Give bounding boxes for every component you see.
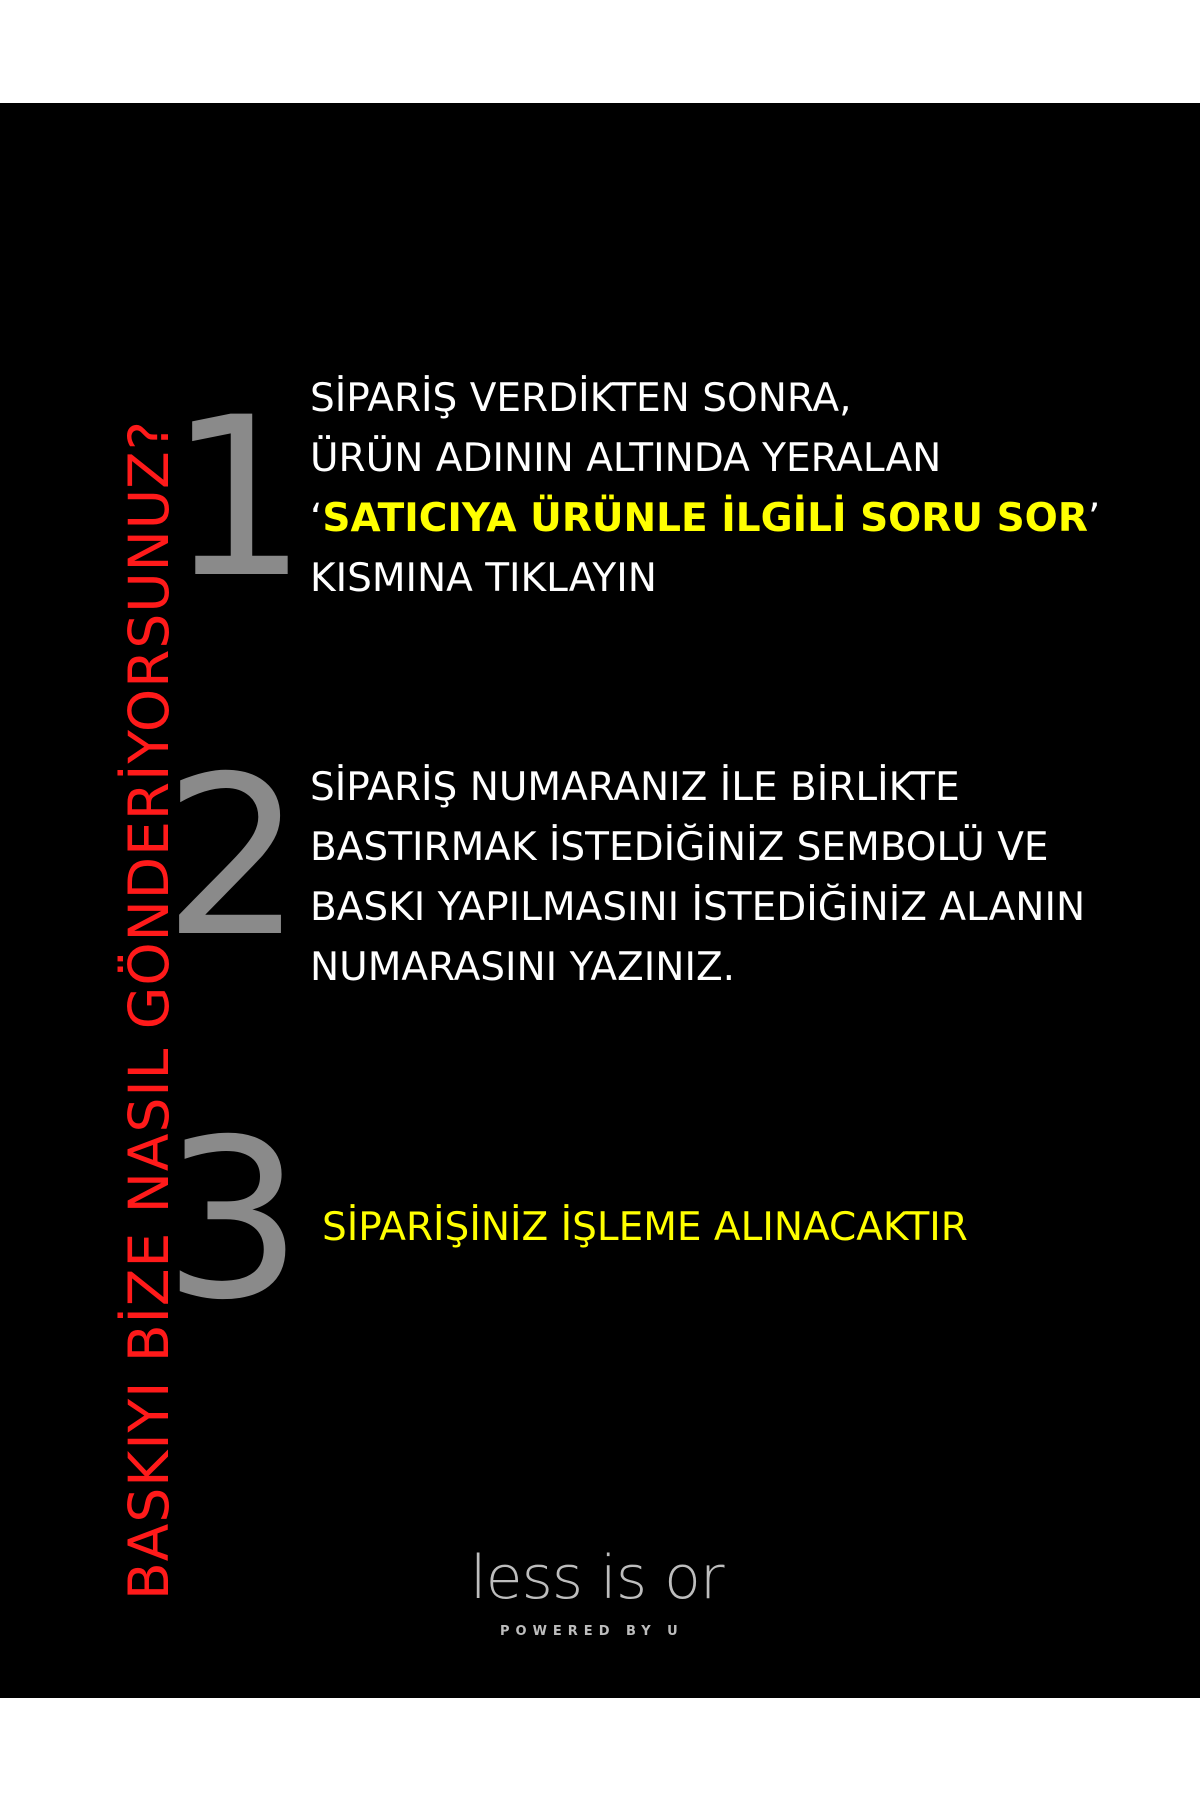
step-1-line-4: KISMINA TIKLAYIN [310, 556, 657, 601]
quote-close: ’ [1087, 496, 1101, 541]
step-1-line-3 [310, 489, 1100, 549]
step-number-2: 2 [163, 729, 303, 985]
logo-wordmark: less is or [470, 1543, 724, 1613]
step-2-line-3: BASKI YAPILMASINI İSTEDİĞİNİZ ALANIN [310, 885, 1086, 930]
step-1-line-2: ÜRÜN ADININ ALTINDA YERALAN [310, 436, 942, 481]
step-2-line-1: SİPARİŞ NUMARANIZ İLE BİRLİKTE [310, 765, 960, 810]
quote-open: ‘ [310, 496, 323, 541]
logo-tagline: POWERED BY U [500, 1624, 684, 1639]
step-number-3: 3 [163, 1092, 303, 1348]
step-1-text [310, 369, 1100, 609]
step-3-text: SİPARİŞİNİZ İŞLEME ALINACAKTIR [322, 1205, 968, 1250]
vertical-title: BASKIYI BİZE NASIL GÖNDERİYORSUNUZ? [117, 420, 181, 1600]
brand-logo [470, 1543, 730, 1648]
step-2-line-2: BASTIRMAK İSTEDİĞİNİZ SEMBOLÜ VE [310, 825, 1049, 870]
step-number-1: 1 [168, 370, 308, 626]
step-2-line-4: NUMARASINI YAZINIZ. [310, 945, 736, 990]
step-1-highlight: SATICIYA ÜRÜNLE İLGİLİ SORU SOR [322, 496, 1088, 541]
step-2-text [310, 758, 1085, 998]
step-1-line-1: SİPARİŞ VERDİKTEN SONRA, [310, 376, 852, 421]
